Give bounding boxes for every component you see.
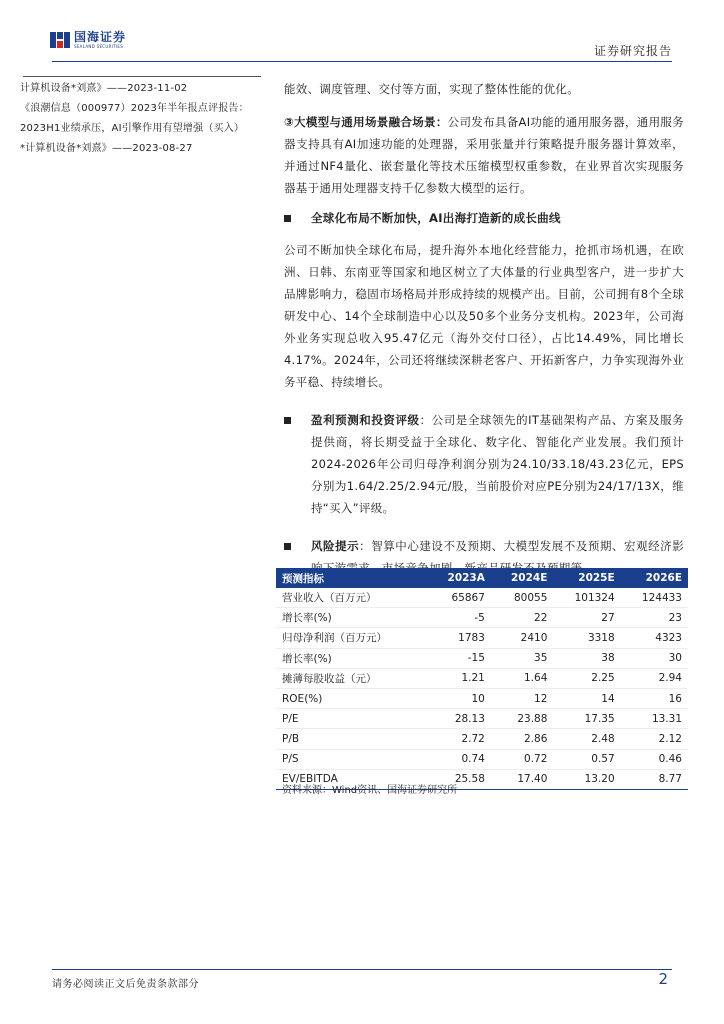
ai-general-scenario-text: 公司发布具备AI功能的通用服务器，通用服务器支持具有AI加速功能的处理器，采用张量并行策略提升服务器计算效率，并通过NF4量化、嵌套量化等技术压缩模型权重参数，在业界首次实现服务器基于通用处理器支持千亿参数大模型的运行。	[284, 115, 685, 195]
table-cell: P/B	[276, 729, 427, 749]
table-cell: 3318	[553, 628, 620, 648]
related-reports-divider	[23, 76, 261, 77]
brand-logo	[50, 30, 126, 50]
related-report-line: 计算机设备*刘熹》——2023-11-02	[20, 83, 188, 94]
table-cell: 1783	[427, 628, 491, 648]
table-cell: 124433	[621, 588, 688, 608]
ai-general-scenario-paragraph	[284, 111, 684, 199]
table-cell: 4323	[621, 628, 688, 648]
related-report-line: 2023H1业绩承压，AI引擎作用有望增强（买入）	[20, 123, 245, 134]
continued-paragraph: 能效、调度管理、交付等方面，实现了整体性能的优化。	[284, 82, 579, 96]
table-cell: 0.74	[427, 749, 491, 769]
table-cell: 13.31	[621, 709, 688, 729]
table-cell: EV/EBITDA	[276, 769, 427, 789]
table-row	[276, 628, 688, 648]
table-row	[276, 709, 688, 729]
table-cell: 2.25	[553, 668, 620, 688]
header-divider	[52, 61, 672, 62]
table-row	[276, 729, 688, 749]
related-report-line: *计算机设备*刘熹》——2023-08-27	[20, 143, 193, 154]
table-row	[276, 749, 688, 769]
document-type: 证券研究报告	[593, 44, 672, 58]
table-cell: ROE(%)	[276, 688, 427, 708]
table-cell: 2.86	[491, 729, 554, 749]
table-cell: P/S	[276, 749, 427, 769]
footer-disclaimer: 请务必阅读正文后免责条款部分	[52, 979, 199, 990]
table-cell: 增长率(%)	[276, 608, 427, 628]
table-header-cell: 2026E	[621, 568, 688, 588]
table-cell: 0.57	[553, 749, 620, 769]
table-cell: 22	[491, 608, 554, 628]
table-cell: 35	[491, 648, 554, 668]
table-cell: 27	[553, 608, 620, 628]
page-number: 2	[658, 970, 668, 988]
table-cell: 101324	[553, 588, 620, 608]
table-cell: P/E	[276, 709, 427, 729]
table-cell: 2.72	[427, 729, 491, 749]
table-cell: 38	[553, 648, 620, 668]
table-header-cell: 2024E	[491, 568, 554, 588]
section-forecast	[284, 409, 684, 519]
related-report-line: 《浪潮信息（000977）2023年半年报点评报告：	[20, 103, 249, 114]
section-globalization-heading	[284, 207, 684, 229]
section-globalization-text: 公司不断加快全球化布局，提升海外本地化经营能力，抢抓市场机遇，在欧洲、日韩、东南亚等国家和地区树立了大体量的行业典型客户，进一步扩大品牌影响力，稳固市场格局并形成持续的规模产出。目前，公司拥有8个全球研发中心、14个全球制造中心以及50多个业务分支机构。2023年，公司海外业务实现总收入95.47亿元（海外交付口径），占比14.49%，同比增长4.17%。2024年，公司还将继续深耕老客户、开拓新客户，力争实现海外业务平稳、持续增长。	[284, 243, 684, 389]
table-header-cell: 预测指标	[276, 568, 427, 588]
table-source: 资料来源：Wind资讯、国海证券研究所	[282, 785, 458, 796]
table-cell: 30	[621, 648, 688, 668]
brand-name-en: SEALAND SECURITIES	[74, 43, 124, 49]
section-globalization-title: 全球化布局不断加快，AI出海打造新的成长曲线	[311, 211, 561, 225]
table-cell: 80055	[491, 588, 554, 608]
table-header-cell: 2025E	[553, 568, 620, 588]
bullet-square-icon	[284, 417, 291, 424]
footer-divider	[52, 969, 672, 970]
forecast-table	[276, 568, 688, 790]
table-cell: 65867	[427, 588, 491, 608]
related-reports	[20, 76, 260, 159]
table-cell: 营业收入（百万元）	[276, 588, 427, 608]
table-cell: 10	[427, 688, 491, 708]
table-cell: 1.64	[491, 668, 554, 688]
table-cell: 增长率(%)	[276, 648, 427, 668]
section-forecast-text: ：公司是全球领先的IT基础架构产品、方案及服务提供商，将长期受益于全球化、数字化、智能化产业发展。我们预计2024-2026年公司归母净利润分别为24.10/33.18/43.23亿元，EPS分别为1.64/2.25/2.94元/股，当前股价对应PE分别为24/17/13X，维持“买入”评级。	[311, 413, 684, 515]
section-forecast-heading: 盈利预测和投资评级	[311, 413, 420, 427]
table-cell: 2410	[491, 628, 554, 648]
table-cell: -5	[427, 608, 491, 628]
table-cell: 0.72	[491, 749, 554, 769]
table-row	[276, 588, 688, 608]
table-cell: -15	[427, 648, 491, 668]
table-cell: 28.13	[427, 709, 491, 729]
table-header-cell: 2023A	[427, 568, 491, 588]
table-cell: 17.35	[553, 709, 620, 729]
section-risk-text: ：智算中心建设不及预期、大模型发展不及预期、宏观经济影	[359, 539, 684, 553]
table-cell: 0.46	[621, 749, 688, 769]
table-cell: 2.12	[621, 729, 688, 749]
table-cell: 8.77	[621, 769, 688, 789]
table-cell: 17.40	[491, 769, 554, 789]
table-cell: 13.20	[553, 769, 620, 789]
table-cell: 14	[553, 688, 620, 708]
table-cell: 12	[491, 688, 554, 708]
bullet-square-icon	[284, 215, 291, 222]
page-header	[0, 0, 724, 66]
table-cell: 23	[621, 608, 688, 628]
table-cell: 23.88	[491, 709, 554, 729]
section-risk-heading: 风险提示	[311, 539, 360, 553]
table-cell: 归母净利润（百万元）	[276, 628, 427, 648]
brand-name: 国海证券	[74, 29, 127, 44]
table-cell: 25.58	[427, 769, 491, 789]
main-content	[284, 78, 684, 579]
table-cell: 1.21	[427, 668, 491, 688]
table-cell: 摊薄每股收益（元）	[276, 668, 427, 688]
table-header-row	[276, 568, 688, 588]
table-row	[276, 668, 688, 688]
table-cell: 2.48	[553, 729, 620, 749]
table-row	[276, 608, 688, 628]
ai-general-scenario-heading: ③大模型与通用场景融合场景：	[284, 115, 448, 129]
table-cell: 2.94	[621, 668, 688, 688]
table-row	[276, 688, 688, 708]
table-cell: 16	[621, 688, 688, 708]
table-row	[276, 648, 688, 668]
brand-mark-icon	[50, 30, 70, 50]
bullet-square-icon	[284, 543, 291, 550]
